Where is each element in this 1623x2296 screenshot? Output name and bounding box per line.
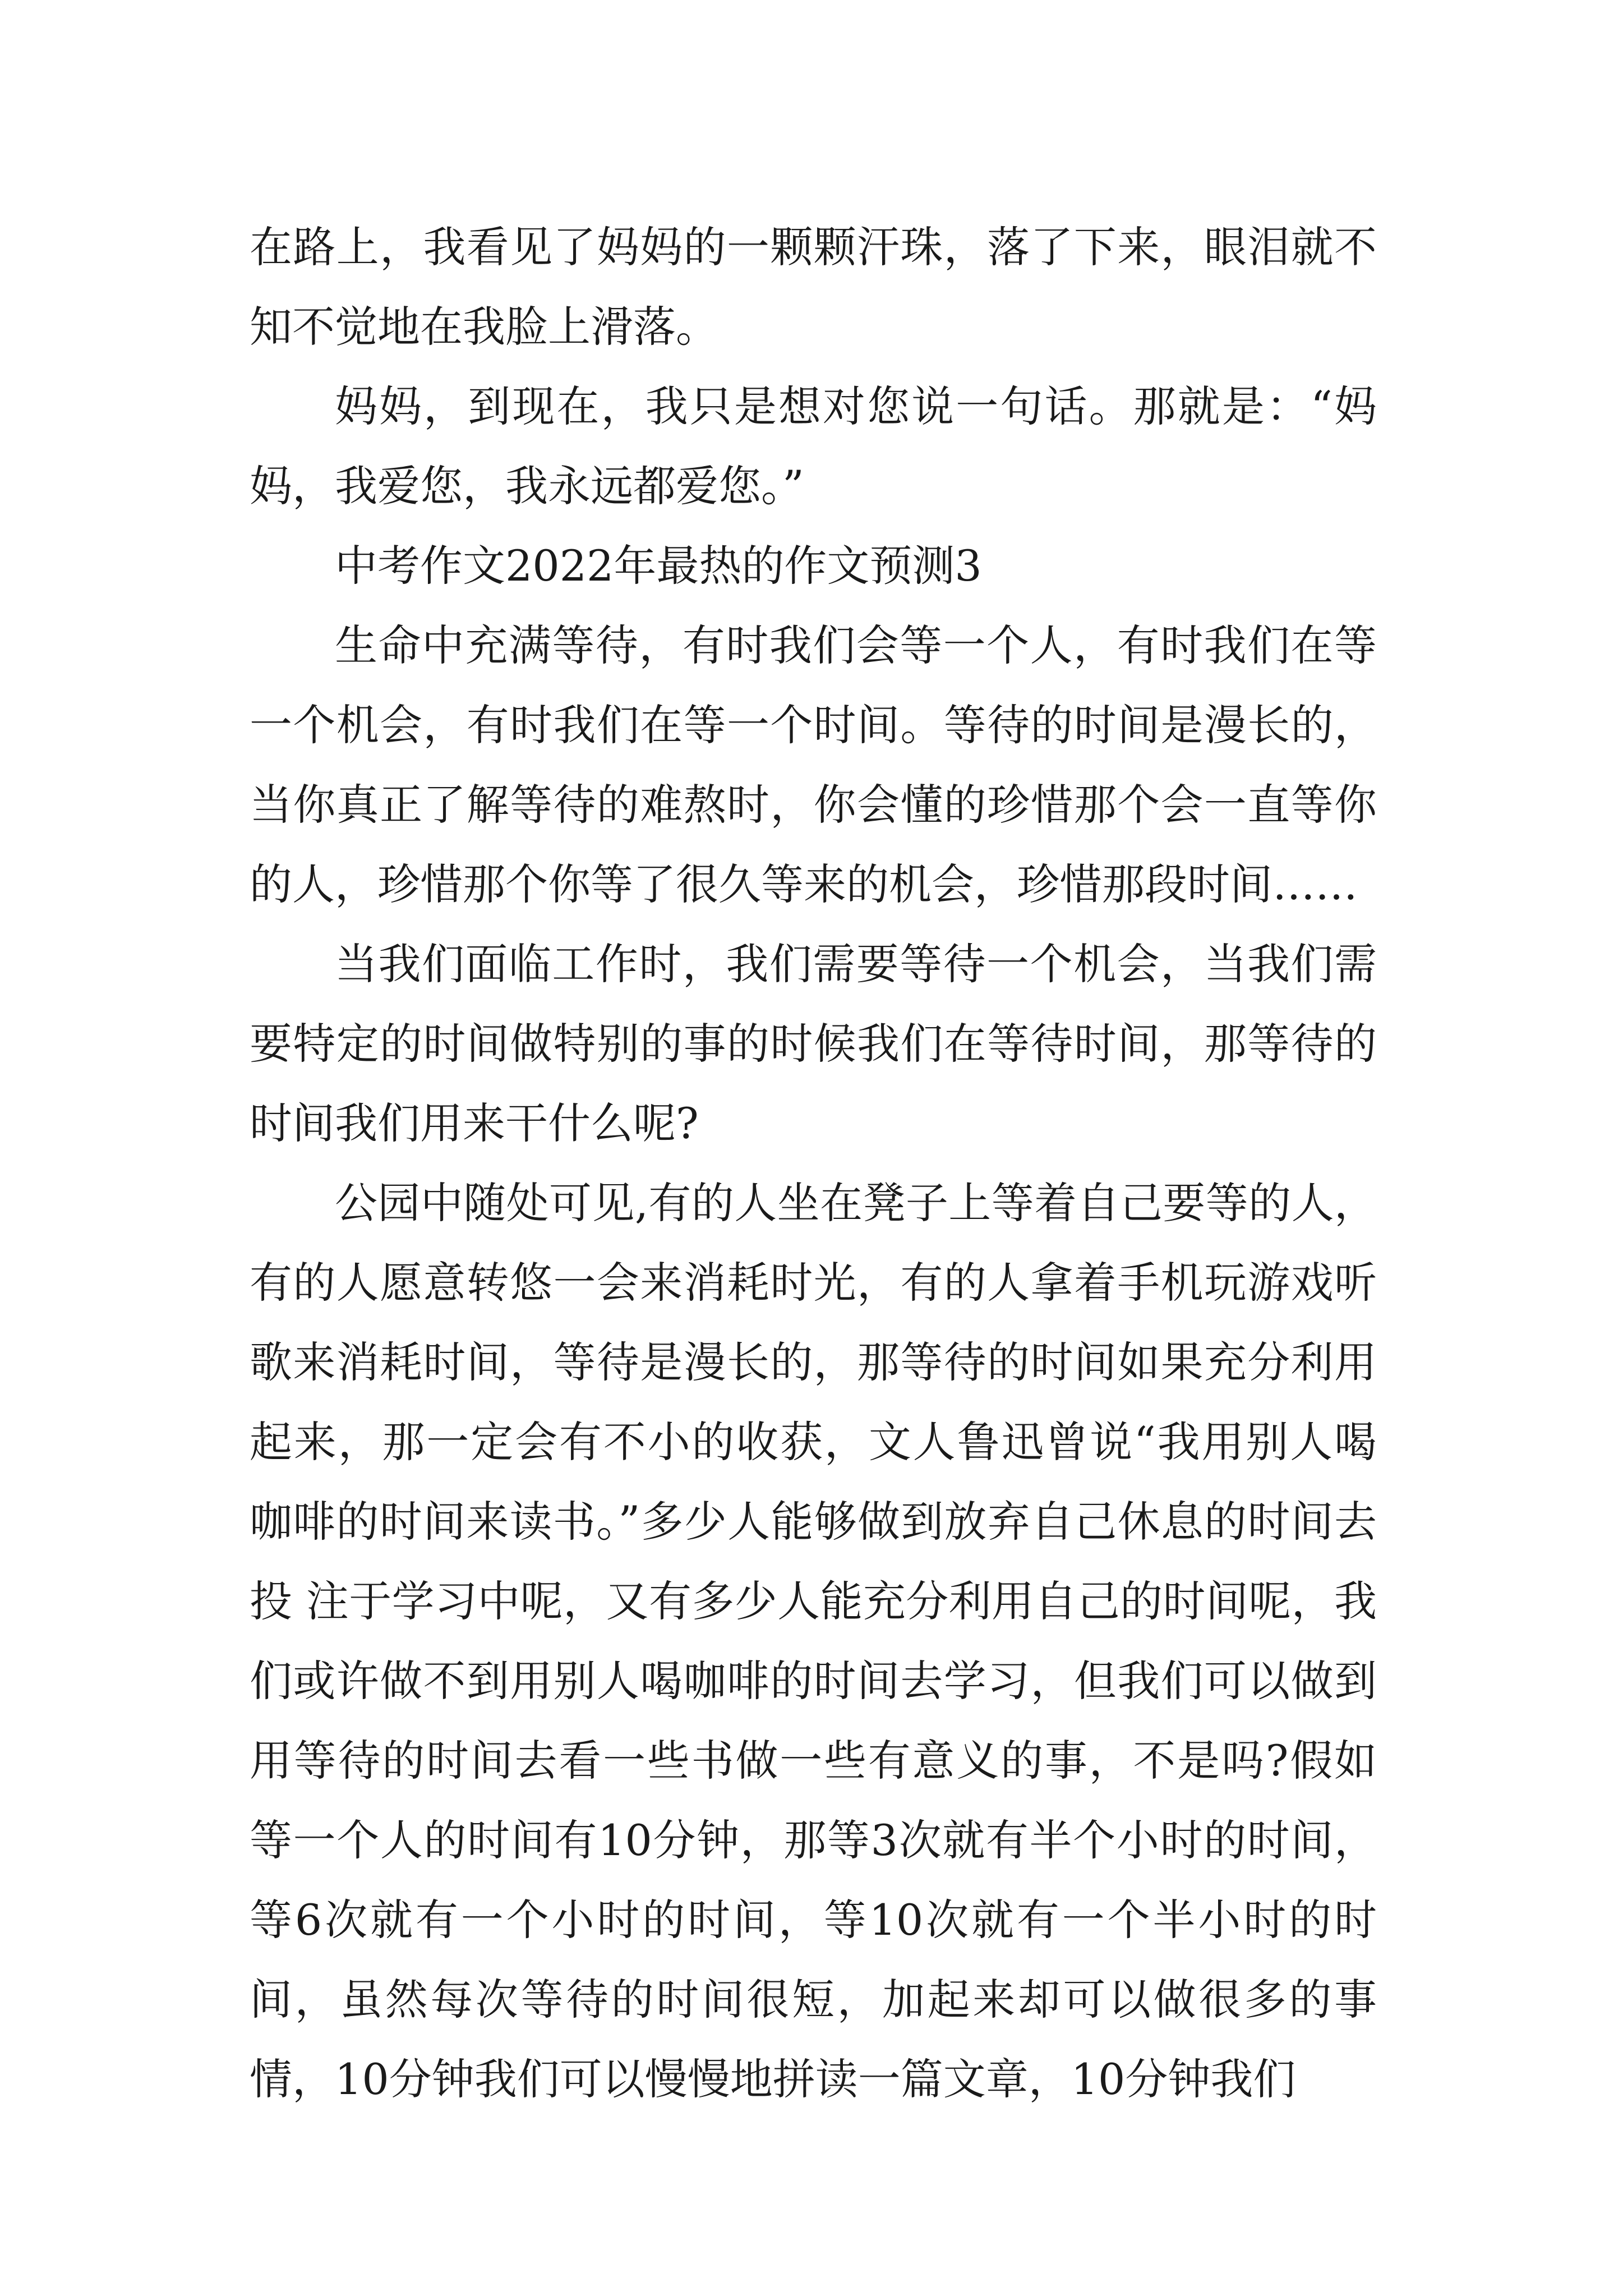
paragraph: 妈妈，到现在，我只是想对您说一句话。那就是：“妈妈，我爱您，我永远都爱您。” xyxy=(250,381,1377,511)
paragraph: 生命中充满等待，有时我们会等一个人，有时我们在等一个机会，有时我们在等一个时间。等待的时间是漫长的，当你真正了解等待的难熬时，你会懂的珍惜那个会一直等你的人，珍惜那个你等了很久等来的机会，珍惜那段时间…… xyxy=(250,620,1377,909)
section-heading: 中考作文2022年最热的作文预测3 xyxy=(335,541,982,591)
paragraph: 当我们面临工作时，我们需要等待一个机会，当我们需要特定的时间做特别的事的时候我们在等待时间，那等待的时间我们用来干什么呢? xyxy=(250,939,1377,1148)
document-body xyxy=(250,208,1377,2119)
paragraph: 公园中随处可见,有的人坐在凳子上等着自己要等的人，有的人愿意转悠一会来消耗时光，有的人拿着手机玩游戏听歌来消耗时间，等待是漫长的，那等待的时间如果充分利用起来，那一定会有不小的收获，文人鲁迅曾说“我用别人喝咖啡的时间来读书。”多少人能够做到放弃自己休息的时间去投 注于学习中呢，又有多少人能充分利用自己的时间呢，我们或许做不到用别人喝咖啡的时间去学习，但我们可以做到用等待的时间去看一些书做一些有意义的事，不是吗?假如等一个人的时间有10分钟，那等3次就有半个小时的时间，等6次就有一个小时的时间，等10次就有一个半小时的时间，虽然每次等待的时间很短，加起来却可以做很多的事情，10分钟我们可以慢慢地拼读一篇文章，10分钟我们 xyxy=(250,1178,1377,2104)
paragraph-continued: 在路上，我看见了妈妈的一颗颗汗珠，落了下来，眼泪就不知不觉地在我脸上滑落。 xyxy=(250,222,1377,352)
